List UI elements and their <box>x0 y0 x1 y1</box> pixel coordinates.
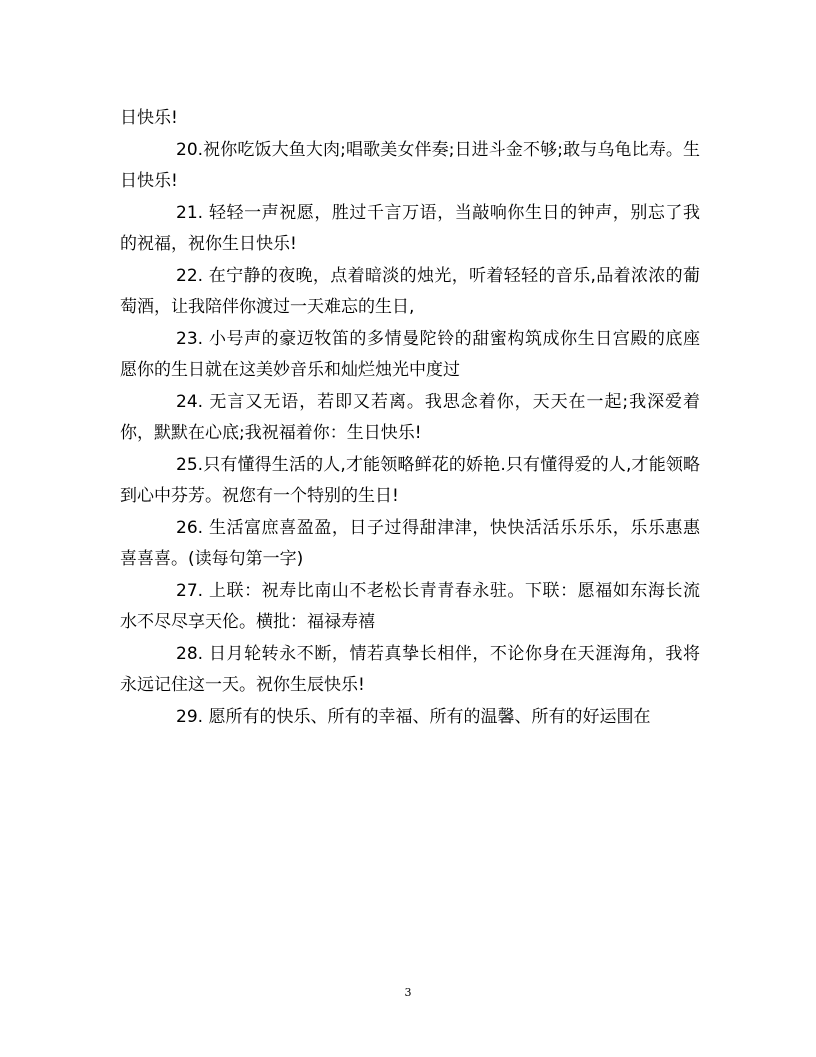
paragraph-27: 27. 上联：祝寿比南山不老松长青青春永驻。下联：愿福如东海长流水不尽尽享天伦。横批：福禄寿禧 <box>120 580 700 632</box>
paragraph-25: 25.只有懂得生活的人,才能领略鲜花的娇艳.只有懂得爱的人,才能领略到心中芬芳。祝您有一个特别的生日! <box>120 454 700 506</box>
paragraph-24: 24. 无言又无语，若即又若离。我思念着你，天天在一起;我深爱着你，默默在心底;我祝福着你：生日快乐! <box>120 391 700 443</box>
paragraph-21: 21. 轻轻一声祝愿，胜过千言万语，当敲响你生日的钟声，别忘了我的祝福，祝你生日快乐! <box>120 202 700 254</box>
paragraph-20: 20.祝你吃饭大鱼大肉;唱歌美女伴奏;日进斗金不够;敢与乌龟比寿。生日快乐! <box>120 139 700 191</box>
paragraph-26: 26. 生活富庶喜盈盈，日子过得甜津津，快快活活乐乐乐，乐乐惠惠喜喜喜。(读每句第一字) <box>120 517 700 569</box>
document-body <box>120 103 700 733</box>
paragraph-29: 29. 愿所有的快乐、所有的幸福、所有的温馨、所有的好运围在 <box>176 706 651 727</box>
paragraph-22: 22. 在宁静的夜晚，点着暗淡的烛光，听着轻轻的音乐,品着浓浓的葡萄酒，让我陪伴你渡过一天难忘的生日, <box>120 265 700 317</box>
paragraph-23: 23. 小号声的豪迈牧笛的多情曼陀铃的甜蜜构筑成你生日宫殿的底座愿你的生日就在这美妙音乐和灿烂烛光中度过 <box>120 328 700 380</box>
paragraph-28: 28. 日月轮转永不断，情若真挚长相伴，不论你身在天涯海角，我将永远记住这一天。祝你生辰快乐! <box>120 643 700 695</box>
page-number: 3 <box>404 986 412 999</box>
paragraph-0: 日快乐! <box>120 108 178 128</box>
